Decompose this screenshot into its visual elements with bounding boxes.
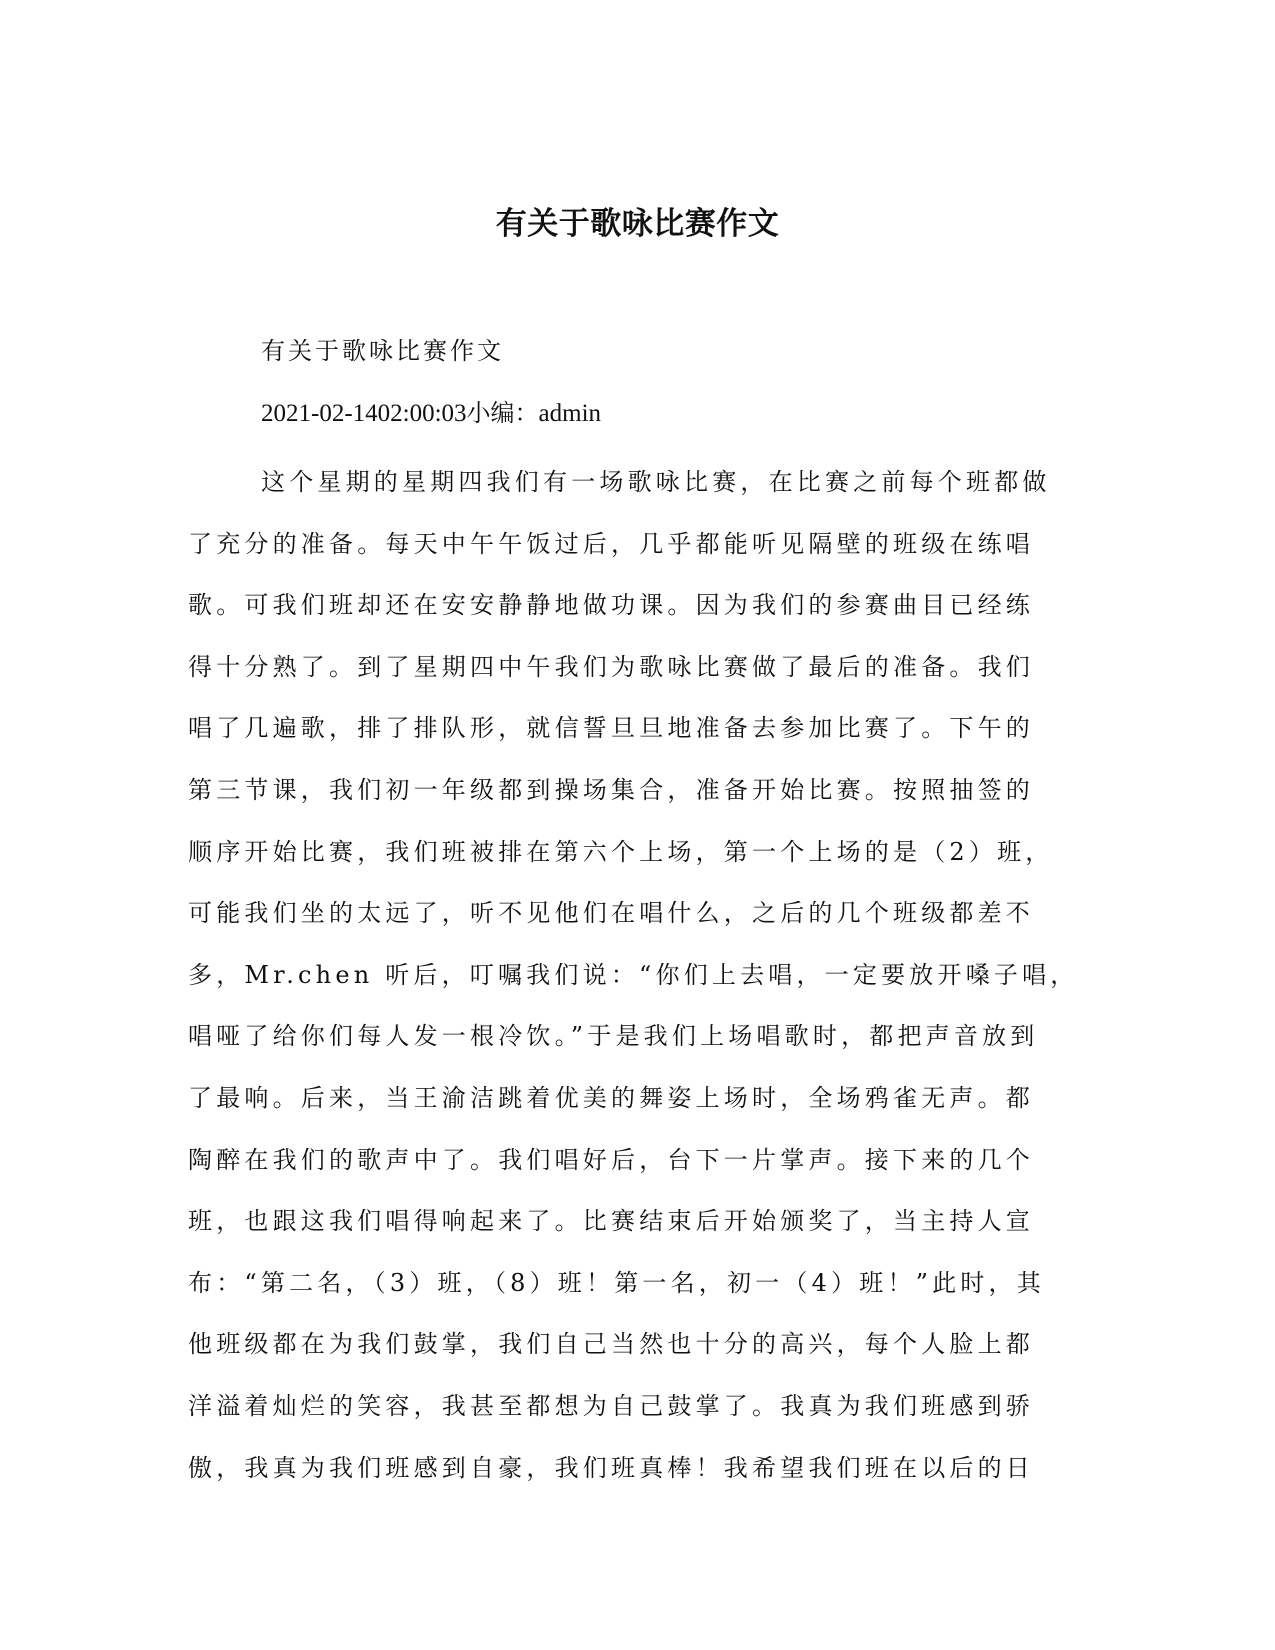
body-line: 这个星期的星期四我们有一场歌咏比赛，在比赛之前每个班都做 [261, 468, 1051, 496]
body-line: 他班级都在为我们鼓掌，我们自己当然也十分的高兴，每个人脸上都 [188, 1330, 1034, 1359]
body-line: 傲，我真为我们班感到自豪，我们班真棒！我希望我们班在以后的日 [188, 1453, 1034, 1482]
document-subtitle: 有关于歌咏比赛作文 [261, 337, 504, 365]
document-title: 有关于歌咏比赛作文 [495, 206, 780, 242]
body-line: 了最响。后来，当王渝洁跳着优美的舞姿上场时，全场鸦雀无声。都 [188, 1083, 1034, 1112]
body-line: 得十分熟了。到了星期四中午我们为歌咏比赛做了最后的准备。我们 [188, 652, 1034, 681]
body-line: 洋溢着灿烂的笑容，我甚至都想为自己鼓掌了。我真为我们班感到骄 [188, 1391, 1034, 1420]
post-date: 2021-02-1402:00:03 [261, 400, 467, 427]
body-line: 唱哑了给你们每人发一根冷饮。”于是我们上场唱歌时，都把声音放到 [188, 1022, 1039, 1051]
body-line: 第三节课，我们初一年级都到操场集合，准备开始比赛。按照抽签的 [188, 775, 1034, 804]
body-line: 班，也跟这我们唱得响起来了。比赛结束后开始颁奖了，当主持人宣 [188, 1207, 1034, 1236]
editor-name: admin [538, 400, 602, 427]
body-line: 了充分的准备。每天中午午饭过后，几乎都能听见隔壁的班级在练唱 [188, 529, 1034, 558]
body-line: 布：“第二名，（3）班，（8）班！第一名，初一（4）班！”此时，其 [188, 1268, 1045, 1297]
body-line: 歌。可我们班却还在安安静静地做功课。因为我们的参赛曲目已经练 [188, 591, 1034, 620]
body-line: 唱了几遍歌，排了排队形，就信誓旦旦地准备去参加比赛了。下午的 [188, 714, 1034, 743]
body-line: 多，Mr.chen 听后，叮嘱我们说：“你们上去唱，一定要放开嗓子唱， [188, 960, 1079, 989]
body-line: 可能我们坐的太远了，听不见他们在唱什么，之后的几个班级都差不 [188, 899, 1034, 928]
editor-label: 小编： [466, 399, 539, 427]
post-meta [261, 398, 601, 431]
body-line: 陶醉在我们的歌声中了。我们唱好后，台下一片掌声。接下来的几个 [188, 1145, 1034, 1174]
article-body [188, 452, 1079, 1499]
body-line: 顺序开始比赛，我们班被排在第六个上场，第一个上场的是（2）班， [188, 837, 1054, 866]
